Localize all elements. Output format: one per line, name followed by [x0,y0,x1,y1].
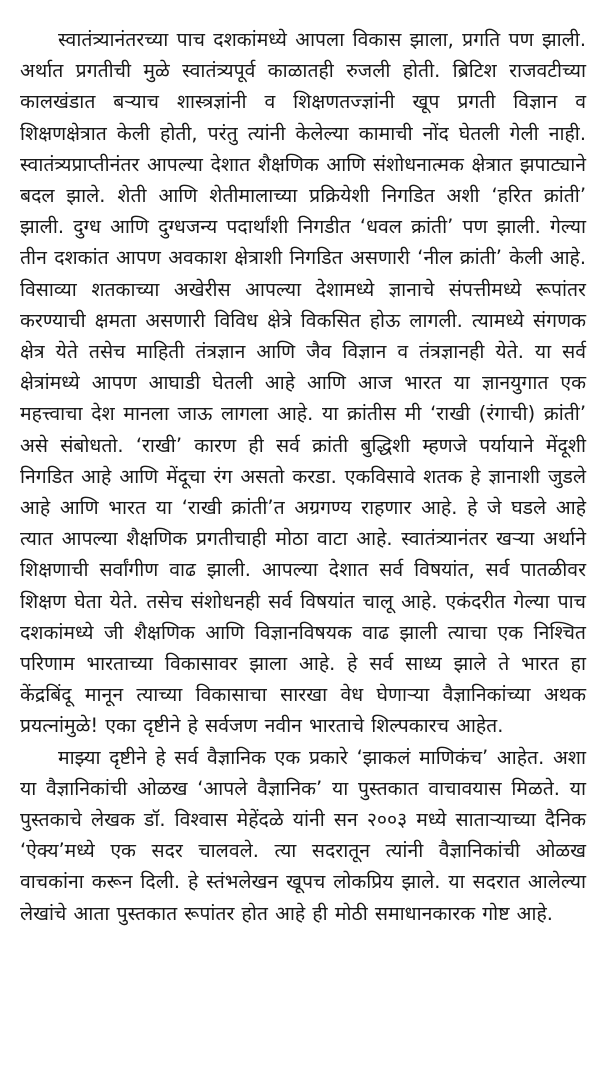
body-paragraph-1: स्वातंत्र्यानंतरच्या पाच दशकांमध्ये आपला विकास झाला, प्रगति पण झाली. अर्थात प्रगतीची मुळे स्वातंत्र्यपूर्व काळातही रुजली होती. ब्रिटिश राजवटीच्या कालखंडात बऱ्याच शास्त्रज्ञांनी व शिक्षणतज्ज्ञांनी खूप प्रगती विज्ञान व शिक्षणक्षेत्रात केली होती, परंतु त्यांनी केलेल्या कामाची नोंद घेतली गेली नाही. स्वातंत्र्यप्राप्तीनंतर आपल्या देशात शैक्षणिक आणि संशोधनात्मक क्षेत्रात झपाट्याने बदल झाले. शेती आणि शेतीमालाच्या प्रक्रियेशी निगडित अशी ‘हरित क्रांती’ झाली. दुग्ध आणि दुग्धजन्य पदार्थांशी निगडीत ‘धवल क्रांती’ पण झाली. गेल्या तीन दशकांत आपण अवकाश क्षेत्राशी निगडित असणारी ‘नील क्रांती’ केली आहे. विसाव्या शतकाच्या अखेरीस आपल्या देशामध्ये ज्ञानाचे संपत्तीमध्ये रूपांतर करण्याची क्षमता असणारी विविध क्षेत्रे विकसित होऊ लागली. त्यामध्ये संगणक क्षेत्र येते तसेच माहिती तंत्रज्ञान आणि जैव विज्ञान व तंत्रज्ञानही येते. या सर्व क्षेत्रांमध्ये आपण आघाडी घेतली आहे आणि आज भारत या ज्ञानयुगात एक महत्त्वाचा देश मानला जाऊ लागला आहे. या क्रांतीस मी ‘राखी (रंगाची) क्रांती’ असे संबोधतो. ‘राखी’ कारण ही सर्व क्रांती बुद्धिशी म्हणजे पर्यायाने मेंदूशी निगडित आहे आणि मेंदूचा रंग असतो करडा. एकविसावे शतक हे ज्ञानाशी जुडले आहे आणि भारत या ‘राखी क्रांती’त अग्रगण्य राहणार आहे. हे जे घडले आहे त्यात आपल्या शैक्षणिक प्रगतीचाही मोठा वाटा आहे. स्वातंत्र्यानंतर खऱ्या अर्थाने शिक्षणाची सर्वांगीण वाढ झाली. आपल्या देशात सर्व विषयांत, सर्व पातळीवर शिक्षण घेता येते. तसेच संशोधनही सर्व विषयांत चालू आहे. एकंदरीत गेल्या पाच दशकांमध्ये जी शैक्षणिक आणि विज्ञानविषयक वाढ झाली त्याचा एक निश्चित परिणाम भारताच्या विकासावर झाला आहे. हे सर्व साध्य झाले ते भारत हा केंद्रबिंदू मानून त्याच्या विकासाचा सारखा वेध घेणाऱ्या वैज्ञानिकांच्या अथक प्रयत्नांमुळे! एका दृष्टीने हे सर्वजण नवीन भारताचे शिल्पकारच आहेत. [20,28,586,738]
body-paragraph-2: माझ्या दृष्टीने हे सर्व वैज्ञानिक एक प्रकारे ‘झाकलं माणिकंच’ आहेत. अशा या वैज्ञानिकांची ओळख ‘आपले वैज्ञानिक’ या पुस्तकात वाचावयास मिळते. या पुस्तकाचे लेखक डॉ. विश्वास मेहेंदळे यांनी सन २००३ मध्ये साताऱ्याच्या दैनिक ‘ऐक्य’मध्ये एक सदर चालवले. त्या सदरातून त्यांनी वैज्ञानिकांची ओळख वाचकांना करून दिली. हे स्तंभलेखन खूपच लोकप्रिय झाले. या सदरात आलेल्या लेखांचे आता पुस्तकात रूपांतर होत आहे ही मोठी समाधानकारक गोष्ट आहे. [20,745,586,925]
